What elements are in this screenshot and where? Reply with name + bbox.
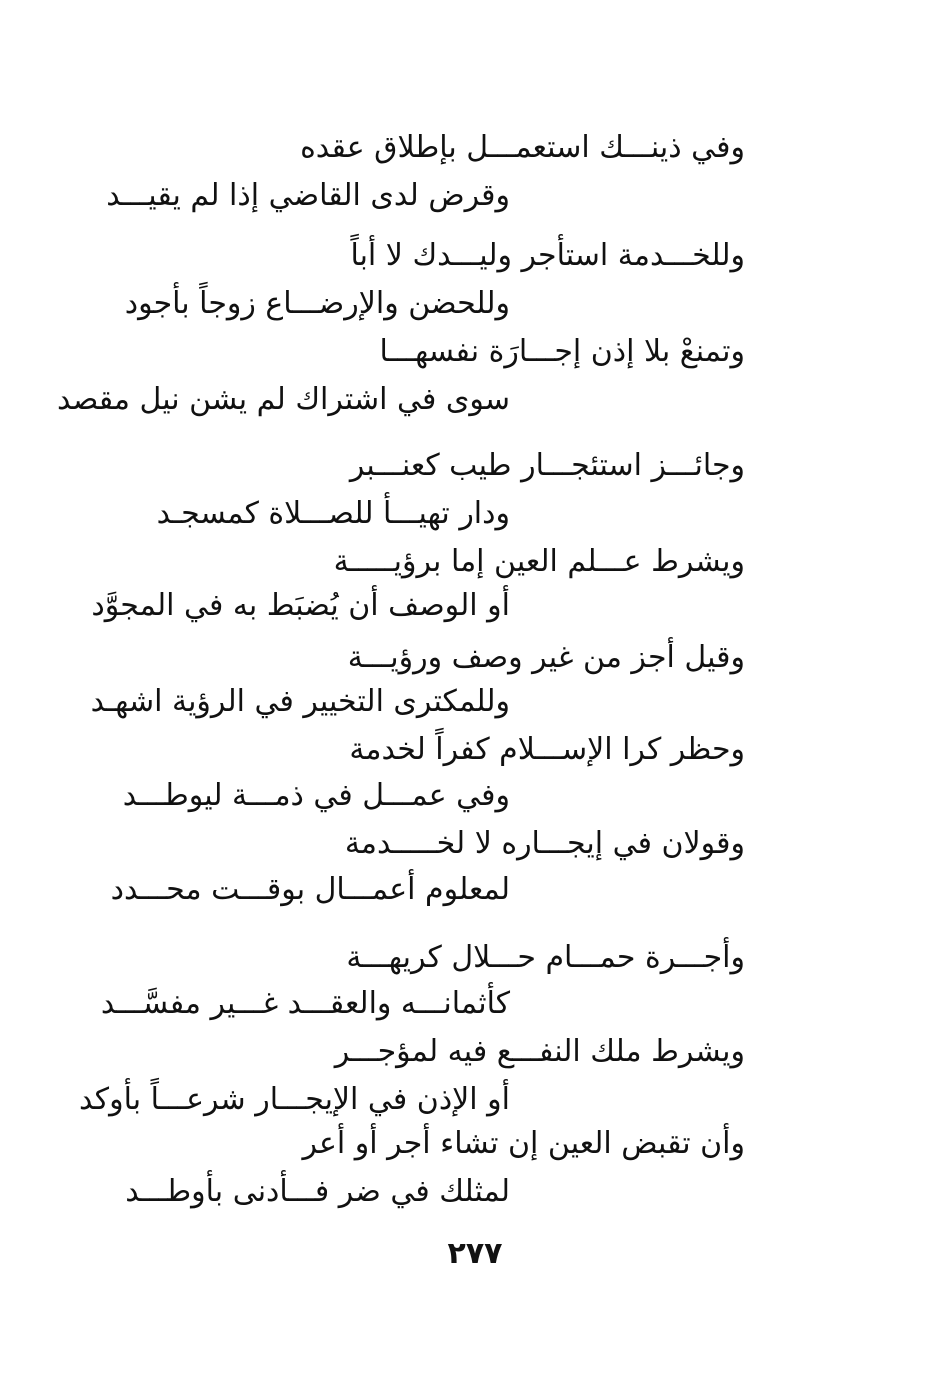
verse-8-second-hemistich: لمعلوم أعمـــال بوقـــت محـــدد	[110, 872, 510, 907]
verse-2-second-hemistich: وللحضن والإرضـــاع زوجاً بأجود	[124, 286, 510, 321]
verse-7-first-hemistich: وحظر كرا الإســـلام كفراً لخدمة	[349, 732, 745, 767]
verse-9-first-hemistich: وأجـــرة حمـــام حـــلال كريهـــة	[346, 940, 745, 975]
verse-5-first-hemistich: ويشرط عـــلم العين إما برؤيـــــة	[333, 544, 745, 579]
verse-1-first-hemistich: وفي ذينـــك استعمـــل بإطلاق عقده	[300, 130, 745, 165]
verse-4-second-hemistich: ودار تهيـــأ للصـــلاة كمسجـد	[156, 496, 510, 531]
verse-11-second-hemistich: لمثلك في ضر فـــأدنى بأوطـــد	[125, 1174, 510, 1209]
verse-6-second-hemistich: وللمكترى التخيير في الرؤية اشهـد	[90, 684, 510, 719]
verse-2-first-hemistich: وللخـــدمة استأجر وليـــدك لا أباً	[350, 238, 745, 273]
verse-3-second-hemistich: سوى في اشتراك لم يشن نيل مقصد	[56, 382, 510, 417]
verse-8-first-hemistich: وقولان في إيجـــاره لا لخـــــدمة	[344, 826, 745, 861]
verse-10-second-hemistich: أو الإذن في الإيجـــار شرعـــاً بأوكد	[79, 1082, 510, 1117]
verse-10-first-hemistich: ويشرط ملك النفـــع فيه لمؤجـــر	[334, 1034, 745, 1069]
verse-4-first-hemistich: وجائـــز استئجـــار طيب كعنـــبر	[349, 448, 745, 483]
verse-9-second-hemistich: كأثمانـــه والعقـــد غـــير مفسَّـــد	[100, 986, 510, 1021]
verse-11-first-hemistich: وأن تقبض العين إن تشاء أجر أو أعر	[302, 1126, 745, 1161]
verse-6-first-hemistich: وقيل أجز من غير وصف ورؤيـــة	[347, 640, 745, 675]
verse-3-first-hemistich: وتمنعْ بلا إذن إجـــارَة نفسهـــا	[379, 334, 745, 369]
verse-5-second-hemistich: أو الوصف أن يُضبَط به في المجوَّد	[91, 588, 510, 623]
page-number: ٢٧٧	[447, 1236, 503, 1271]
verse-1-second-hemistich: وقرض لدى القاضي إذا لم يقيـــد	[106, 178, 510, 213]
verse-7-second-hemistich: وفي عمـــل في ذمـــة ليوطـــد	[122, 778, 510, 813]
